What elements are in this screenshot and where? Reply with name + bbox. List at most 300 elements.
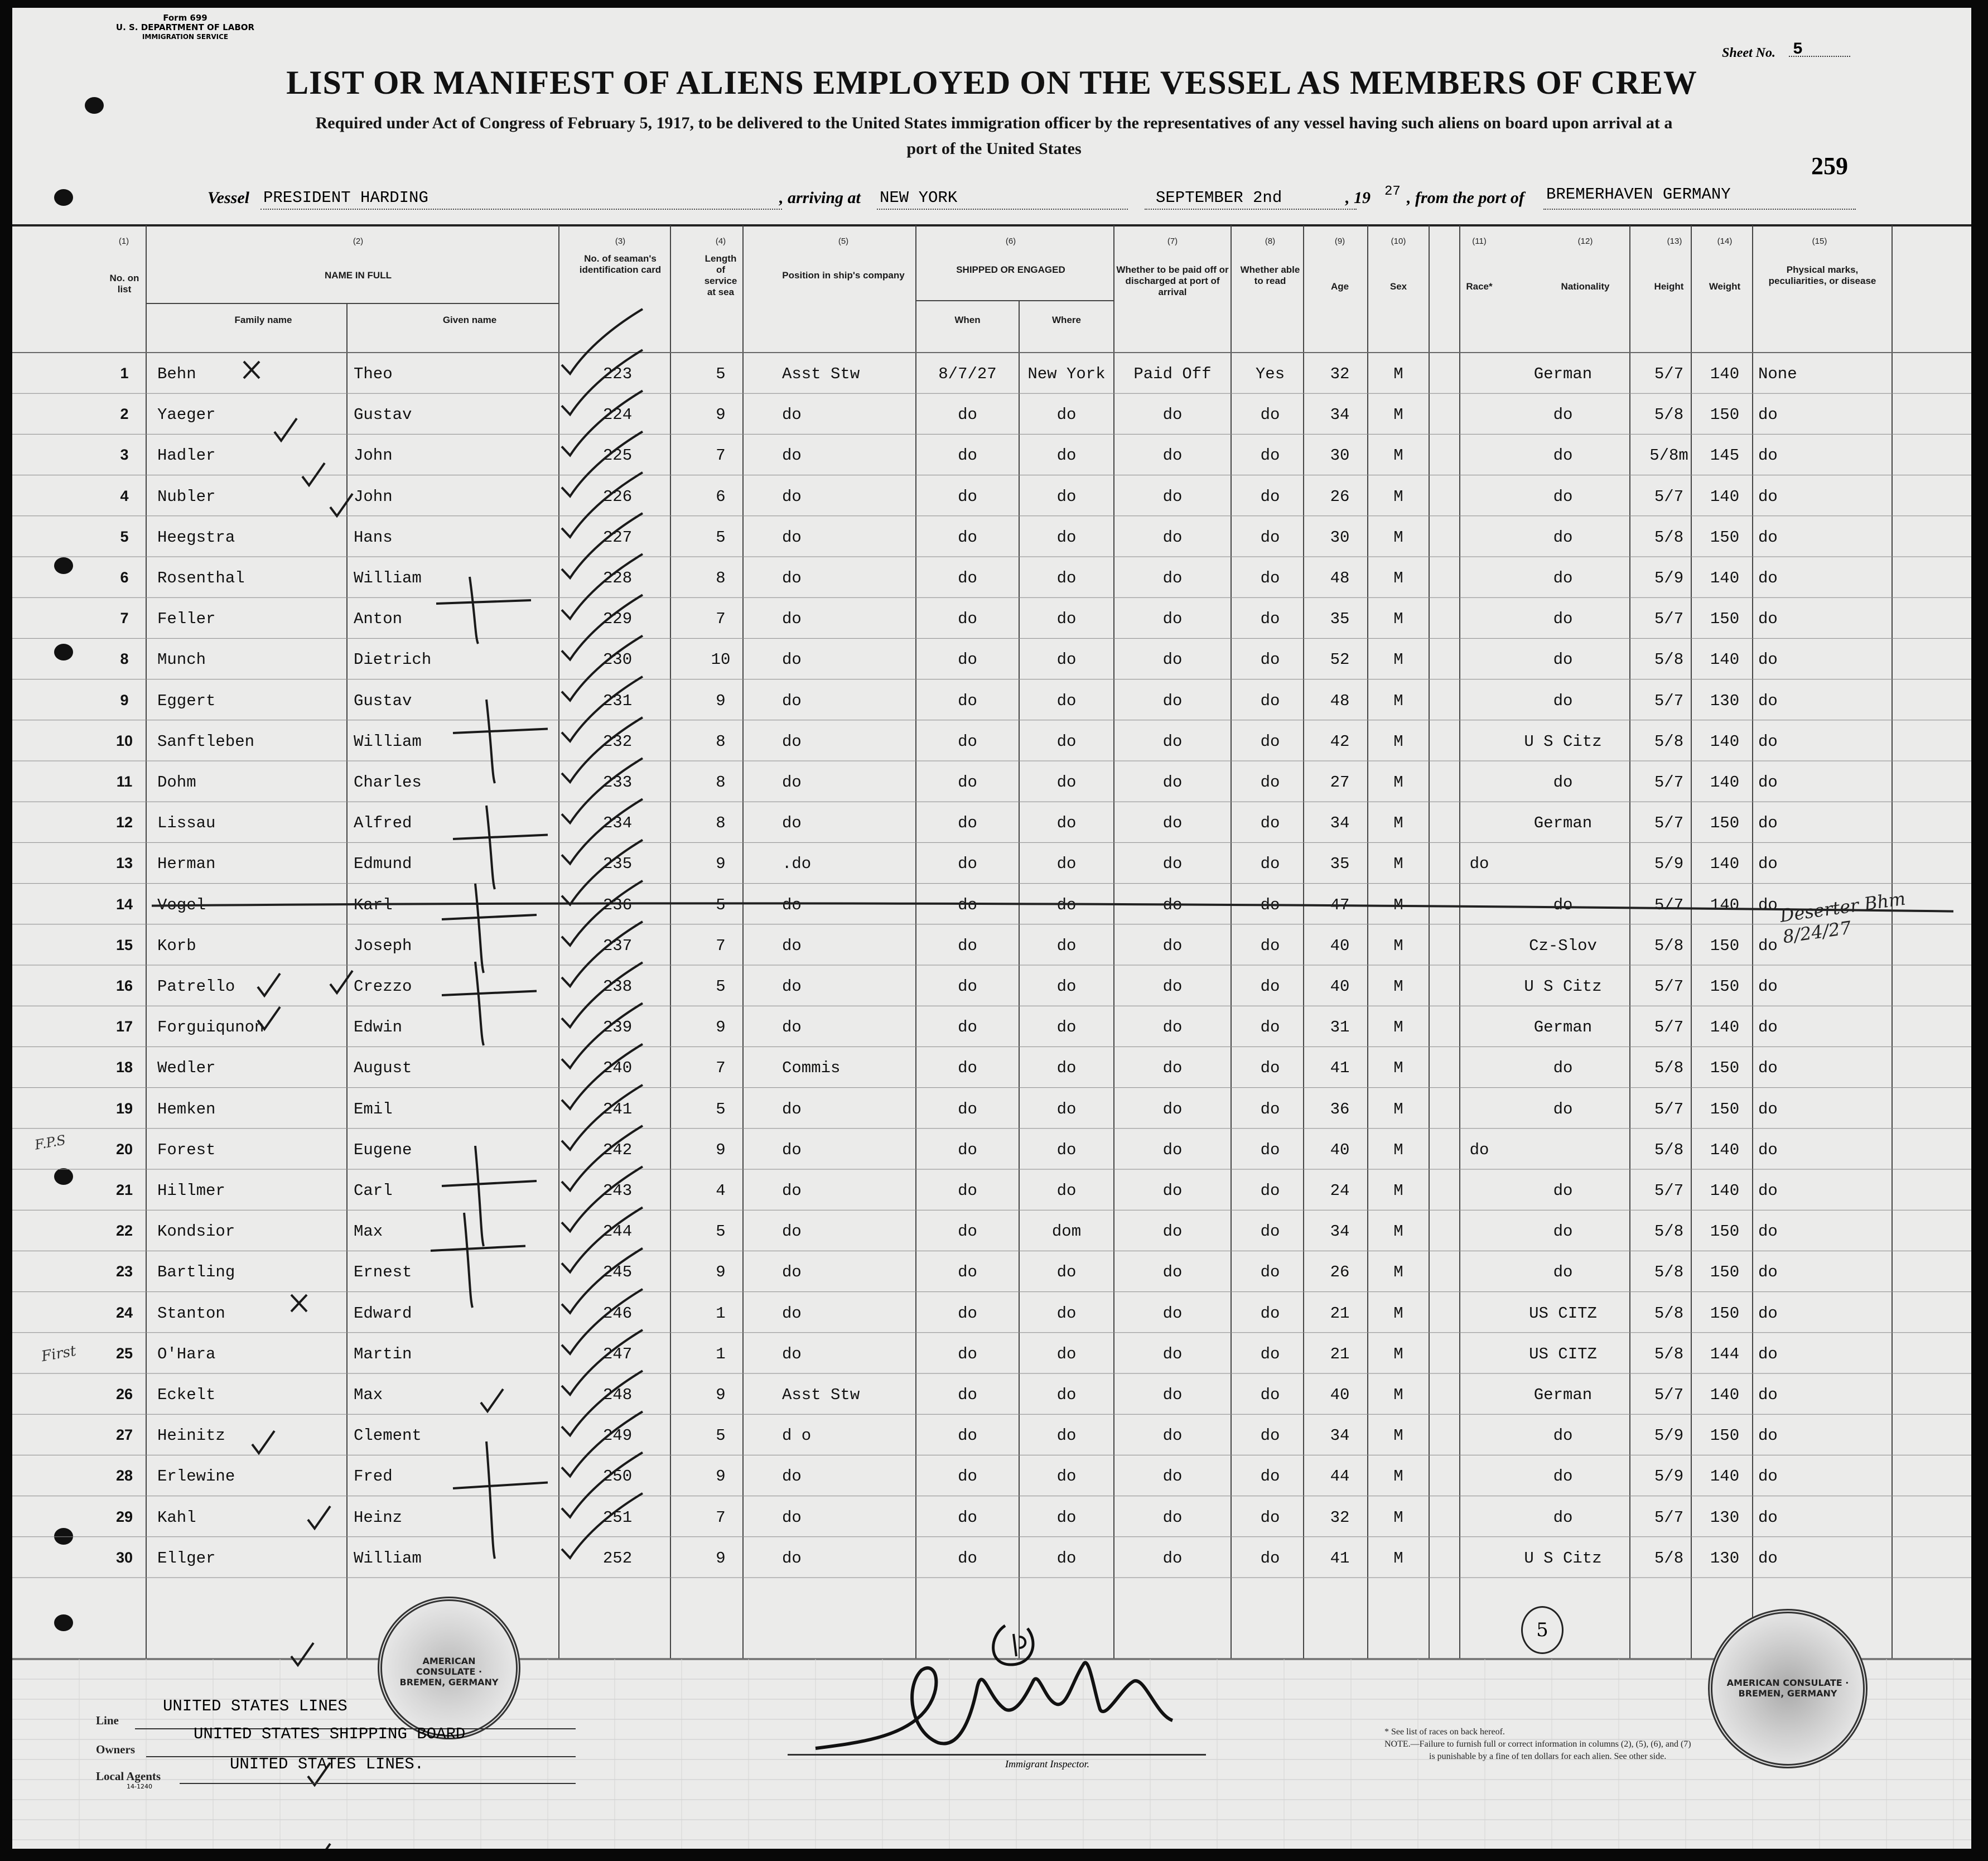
tick-mark: [308, 1506, 330, 1529]
cell-sex: M: [1393, 1344, 1403, 1363]
cell-given: Edmund: [354, 855, 412, 874]
cell-given: Anton: [354, 610, 403, 629]
cell-when: do: [958, 528, 977, 547]
cell-race: do: [1469, 855, 1489, 874]
check-mark: [562, 881, 643, 946]
cell-len: 9: [716, 1549, 726, 1568]
cell-nat: do: [1553, 895, 1573, 914]
cell-where: do: [1056, 1508, 1077, 1527]
cell-card: 244: [602, 1222, 633, 1241]
cell-no: 1: [120, 365, 129, 382]
cell-sex: M: [1393, 1549, 1403, 1568]
col-num-11: (11): [1472, 237, 1487, 246]
cell-when: do: [958, 691, 977, 710]
cell-read: do: [1260, 1467, 1280, 1486]
arrival-date: SEPTEMBER 2nd: [1156, 189, 1282, 207]
cell-marks: do: [1758, 895, 1778, 914]
cell-where: do: [1056, 487, 1077, 506]
cell-len: 5: [716, 977, 726, 996]
x-mark: [244, 361, 259, 378]
check-mark: [562, 1453, 643, 1517]
cell-wt: 144: [1710, 1344, 1740, 1363]
cell-paid: do: [1162, 446, 1183, 465]
cell-given: Carl: [354, 1182, 393, 1200]
cell-sex: M: [1393, 691, 1403, 710]
cell-given: Charles: [354, 773, 422, 792]
cell-ht: 5/8: [1654, 406, 1684, 425]
cell-pos: do: [782, 1467, 802, 1486]
cell-age: 40: [1330, 936, 1350, 955]
cell-paid: do: [1162, 1467, 1183, 1486]
cell-where: do: [1056, 1386, 1077, 1404]
cell-pos: Asst Stw: [782, 365, 860, 383]
cell-pos: do: [782, 650, 802, 669]
cell-when: do: [958, 1059, 977, 1078]
cell-when: do: [958, 895, 977, 914]
cell-when: 8/7/27: [938, 365, 997, 383]
col-num-2: (2): [353, 237, 364, 246]
cell-age: 34: [1330, 814, 1350, 833]
cell-pos: do: [782, 610, 802, 629]
cell-card: 238: [602, 977, 633, 996]
cell-ht: 5/8: [1654, 936, 1684, 955]
cell-read: do: [1260, 691, 1280, 710]
cell-no: 9: [120, 691, 129, 708]
cell-wt: 140: [1710, 1182, 1740, 1200]
footer-block: [96, 1693, 598, 1790]
cell-ht: 5/7: [1654, 1182, 1684, 1200]
cell-where: dom: [1051, 1222, 1082, 1241]
cell-wt: 150: [1710, 406, 1740, 425]
cell-paid: do: [1162, 406, 1183, 425]
cell-read: do: [1260, 814, 1280, 833]
check-mark: [562, 1085, 643, 1150]
cell-sex: M: [1393, 1100, 1403, 1118]
cell-family: Rosenthal: [157, 569, 245, 587]
cell-ht: 5/9: [1654, 569, 1684, 587]
cell-paid: do: [1162, 977, 1183, 996]
col-header-height: Height: [1654, 281, 1684, 292]
cell-len: 9: [716, 855, 726, 874]
cell-len: 7: [716, 936, 726, 955]
cell-card: 237: [602, 936, 633, 955]
cell-ht: 5/8: [1654, 732, 1684, 751]
cell-pos: do: [782, 1263, 802, 1282]
cell-read: do: [1260, 1508, 1280, 1527]
cell-age: 42: [1330, 732, 1350, 751]
cell-no: 27: [115, 1426, 133, 1444]
cell-marks: do: [1758, 855, 1778, 874]
cell-paid: do: [1162, 1100, 1183, 1118]
cell-age: 26: [1330, 487, 1350, 506]
cell-pos: do: [782, 1344, 802, 1363]
cell-nat: do: [1553, 1100, 1573, 1118]
check-mark: [562, 1289, 643, 1354]
cell-when: do: [958, 650, 977, 669]
cell-marks: do: [1758, 446, 1778, 465]
cell-pos: d o: [782, 1426, 812, 1445]
arriving-label: , arriving at: [779, 189, 861, 207]
cell-pos: do: [782, 1182, 802, 1200]
cell-wt: 130: [1710, 1508, 1740, 1527]
cell-age: 34: [1330, 406, 1350, 425]
cell-no: 3: [120, 446, 129, 464]
cell-wt: 140: [1710, 487, 1740, 506]
cell-when: do: [958, 814, 977, 833]
cell-given: Karl: [354, 895, 393, 914]
cell-nat: do: [1553, 406, 1573, 425]
cell-pos: do: [782, 1222, 802, 1241]
cell-pos: do: [782, 406, 802, 425]
cell-family: Herman: [157, 855, 216, 874]
check-mark: [562, 717, 643, 782]
cell-len: 9: [716, 1386, 726, 1404]
cell-sex: M: [1393, 1467, 1403, 1486]
cell-wt: 140: [1710, 569, 1740, 587]
cell-given: William: [354, 1549, 422, 1568]
cell-wt: 150: [1710, 610, 1740, 629]
cell-age: 52: [1330, 650, 1350, 669]
cell-family: Feller: [157, 610, 216, 629]
cell-given: John: [354, 487, 393, 506]
cell-family: Eckelt: [157, 1386, 216, 1404]
cell-ht: 5/8m: [1649, 446, 1688, 465]
cell-card: 248: [602, 1386, 633, 1404]
cell-where: do: [1056, 1304, 1077, 1323]
cell-len: 9: [716, 691, 726, 710]
cell-sex: M: [1393, 1140, 1403, 1159]
col-header-read: Whether able to read: [1240, 264, 1300, 286]
cell-age: 40: [1330, 1386, 1350, 1404]
check-mark: [562, 1003, 643, 1068]
cell-nat: German: [1533, 1018, 1593, 1037]
cell-when: do: [958, 1263, 977, 1282]
handwritten-marks: [12, 8, 1971, 1849]
cell-len: 7: [716, 1059, 726, 1078]
cell-paid: do: [1162, 1182, 1183, 1200]
cell-where: do: [1056, 1344, 1077, 1363]
cell-where: do: [1056, 1059, 1077, 1078]
cell-age: 41: [1330, 1059, 1350, 1078]
cell-sex: M: [1393, 569, 1403, 587]
cell-no: 11: [116, 773, 133, 790]
cell-marks: do: [1758, 1182, 1778, 1200]
cell-paid: do: [1162, 1508, 1183, 1527]
cell-card: 247: [602, 1344, 633, 1363]
cell-read: do: [1260, 1386, 1280, 1404]
cell-no: 16: [115, 977, 133, 994]
cell-marks: None: [1758, 365, 1797, 383]
cell-when: do: [958, 1467, 977, 1486]
cell-pos: do: [782, 528, 802, 547]
cell-read: do: [1260, 1059, 1280, 1078]
col-header-paid: Whether to be paid off or discharged at port of arrival: [1116, 264, 1229, 297]
inspector-signature: [793, 1603, 1212, 1771]
cell-given: Crezzo: [354, 977, 412, 996]
margin-fps-note: F.P.S: [33, 1132, 67, 1153]
cell-marks: do: [1758, 1059, 1778, 1078]
cell-where: do: [1056, 1140, 1077, 1159]
note-races: * See list of races on back hereof.: [1384, 1727, 1505, 1737]
cell-family: Dohm: [157, 773, 196, 792]
cell-read: do: [1260, 1140, 1280, 1159]
cell-family: Munch: [157, 650, 206, 669]
cell-when: do: [958, 446, 977, 465]
cell-pos: do: [782, 446, 802, 465]
cell-age: 41: [1330, 1549, 1350, 1568]
check-mark: [562, 962, 643, 1027]
cell-no: 18: [115, 1059, 133, 1076]
cell-when: do: [958, 1344, 977, 1363]
page-number: 259: [1811, 152, 1848, 180]
cell-age: 35: [1330, 610, 1350, 629]
cell-pos: do: [782, 1508, 802, 1527]
from-label: , from the port of: [1407, 189, 1524, 207]
cell-where: New York: [1027, 365, 1106, 383]
cell-given: Edward: [354, 1304, 412, 1323]
col-header-weight: Weight: [1709, 281, 1741, 292]
cell-pos: Commis: [782, 1059, 841, 1078]
cell-card: 243: [602, 1182, 633, 1200]
cell-nat: do: [1553, 610, 1573, 629]
cell-marks: do: [1758, 1018, 1778, 1037]
col-header-no: No. on list: [109, 273, 139, 295]
cell-where: do: [1056, 650, 1077, 669]
col-num-6: (6): [1005, 237, 1016, 246]
cell-given: Dietrich: [354, 650, 432, 669]
cell-marks: do: [1758, 977, 1778, 996]
cell-where: do: [1056, 569, 1077, 587]
cell-read: do: [1260, 855, 1280, 874]
cell-read: do: [1260, 650, 1280, 669]
handwritten-tally: [436, 577, 531, 644]
cell-when: do: [958, 1100, 977, 1118]
check-mark: [562, 1126, 643, 1190]
cell-nat: do: [1553, 1182, 1573, 1200]
cell-sex: M: [1393, 977, 1403, 996]
check-mark: [562, 1371, 643, 1435]
cell-ht: 5/9: [1654, 855, 1684, 874]
cell-read: do: [1260, 1263, 1280, 1282]
cell-when: do: [958, 487, 977, 506]
cell-age: 30: [1330, 446, 1350, 465]
cell-age: 32: [1330, 1508, 1350, 1527]
cell-pos: do: [782, 814, 802, 833]
cell-sex: M: [1393, 1018, 1403, 1037]
cell-nat: do: [1553, 446, 1573, 465]
cell-family: Patrello: [157, 977, 235, 996]
cell-given: Max: [354, 1386, 383, 1404]
check-mark: [562, 922, 643, 986]
cell-sex: M: [1393, 936, 1403, 955]
cell-no: 13: [115, 855, 133, 872]
tick-mark: [302, 463, 325, 485]
cell-wt: 130: [1710, 691, 1740, 710]
cell-ht: 5/7: [1654, 1100, 1684, 1118]
row14-deserter-note: Deserter Bhm 8/24/27: [1778, 888, 1907, 948]
cell-read: do: [1260, 1100, 1280, 1118]
cell-paid: do: [1162, 691, 1183, 710]
check-mark: [562, 1493, 643, 1558]
cell-marks: do: [1758, 1386, 1778, 1404]
cell-len: 9: [716, 1018, 726, 1037]
cell-when: do: [958, 569, 977, 587]
year-prefix: , 19: [1345, 189, 1371, 207]
cell-nat: do: [1553, 487, 1573, 506]
cell-given: Emil: [354, 1100, 393, 1118]
cell-paid: do: [1162, 814, 1183, 833]
cell-len: 8: [716, 732, 726, 751]
cell-sex: M: [1393, 610, 1403, 629]
cell-no: 2: [120, 406, 129, 423]
department: U. S. DEPARTMENT OF LABOR: [115, 22, 255, 32]
cell-nat: Cz-Slov: [1529, 936, 1597, 955]
cell-ht: 5/8: [1654, 1304, 1684, 1323]
cell-ht: 5/8: [1654, 1059, 1684, 1078]
cell-read: do: [1260, 610, 1280, 629]
cell-read: do: [1260, 936, 1280, 955]
cell-where: do: [1056, 936, 1077, 955]
cell-where: do: [1056, 446, 1077, 465]
cell-given: Gustav: [354, 406, 412, 425]
cell-wt: 150: [1710, 528, 1740, 547]
handwritten-tally: [431, 1213, 525, 1308]
col-header-position: Position in ship's company: [782, 270, 905, 281]
cell-read: Yes: [1255, 365, 1285, 383]
cell-ht: 5/8: [1654, 1344, 1684, 1363]
cell-no: 4: [120, 487, 129, 504]
col-header-age: Age: [1330, 281, 1349, 292]
cell-family: Bartling: [157, 1263, 235, 1282]
cell-read: do: [1260, 487, 1280, 506]
cell-sex: M: [1393, 732, 1403, 751]
cell-card: 227: [602, 528, 633, 547]
cell-family: Hillmer: [157, 1182, 225, 1200]
handwritten-tally: [453, 806, 548, 889]
cell-len: 4: [716, 1182, 726, 1200]
cell-wt: 150: [1710, 814, 1740, 833]
cell-given: William: [354, 732, 422, 751]
cell-len: 5: [716, 1100, 726, 1118]
check-mark: [562, 1411, 643, 1476]
cell-wt: 150: [1710, 1059, 1740, 1078]
cell-paid: do: [1162, 487, 1183, 506]
handwritten-tally: [453, 700, 548, 783]
cell-pos: do: [782, 569, 802, 587]
handwritten-tally: [442, 962, 537, 1045]
cell-read: do: [1260, 1182, 1280, 1200]
cell-nat: German: [1533, 365, 1593, 383]
cell-given: John: [354, 446, 393, 465]
cell-paid: do: [1162, 1426, 1183, 1445]
cell-marks: do: [1758, 406, 1778, 425]
cell-when: do: [958, 977, 977, 996]
cell-no: 29: [115, 1508, 133, 1525]
cell-when: do: [958, 610, 977, 629]
cell-wt: 150: [1710, 1222, 1740, 1241]
cell-age: 48: [1330, 569, 1350, 587]
tick-mark: [252, 1431, 274, 1453]
cell-wt: 150: [1710, 977, 1740, 996]
cell-paid: do: [1162, 528, 1183, 547]
cell-no: 5: [120, 528, 129, 545]
cell-read: do: [1260, 732, 1280, 751]
cell-family: Korb: [157, 936, 196, 955]
check-mark: [562, 595, 643, 659]
inspector-line: [788, 1754, 1206, 1756]
check-mark: [562, 1207, 643, 1272]
cell-age: 27: [1330, 773, 1350, 792]
cell-when: do: [958, 773, 977, 792]
check-mark: [562, 1044, 643, 1109]
cell-len: 5: [716, 365, 726, 383]
tick-mark: [481, 1389, 503, 1411]
sheet-number: 5: [1793, 40, 1803, 59]
cell-nat: do: [1553, 1426, 1573, 1445]
agents-value: UNITED STATES LINES.: [230, 1755, 424, 1773]
cell-paid: do: [1162, 1140, 1183, 1159]
cell-sex: M: [1393, 773, 1403, 792]
cell-len: 1: [716, 1304, 726, 1323]
cell-when: do: [958, 406, 977, 425]
cell-paid: do: [1162, 610, 1183, 629]
cell-given: Edwin: [354, 1018, 403, 1037]
cell-ht: 5/8: [1654, 650, 1684, 669]
cell-where: do: [1056, 732, 1077, 751]
cell-family: Hadler: [157, 446, 216, 465]
cell-marks: do: [1758, 1426, 1778, 1445]
cell-age: 36: [1330, 1100, 1350, 1118]
col-num-10: (10): [1391, 237, 1406, 246]
cell-age: 44: [1330, 1467, 1350, 1486]
cell-wt: 130: [1710, 1549, 1740, 1568]
cell-where: do: [1056, 1018, 1077, 1037]
cell-pos: do: [782, 732, 802, 751]
check-mark: [562, 677, 643, 741]
col-header-family: Family name: [234, 315, 292, 325]
subtitle-line1: Required under Act of Congress of February 5, 1917, to be delivered to the United States immigration officer by the representatives of any vessel having such aliens on board upon arrival at a: [315, 114, 1673, 132]
cell-read: do: [1260, 446, 1280, 465]
cell-sex: M: [1393, 1263, 1403, 1282]
cell-card: 232: [602, 732, 633, 751]
cell-len: 9: [716, 1467, 726, 1486]
cell-len: 7: [716, 1508, 726, 1527]
cell-wt: 140: [1710, 365, 1740, 383]
cell-marks: do: [1758, 773, 1778, 792]
cell-nat: do: [1553, 691, 1573, 710]
cell-family: Kahl: [157, 1508, 196, 1527]
cell-read: do: [1260, 569, 1280, 587]
cell-age: 40: [1330, 1140, 1350, 1159]
cell-pos: do: [782, 895, 802, 914]
cell-read: do: [1260, 977, 1280, 996]
col-header-sex: Sex: [1389, 281, 1407, 292]
cell-nat: German: [1533, 1386, 1593, 1404]
cell-nat: do: [1553, 650, 1573, 669]
cell-family: Forguiqunon: [157, 1018, 264, 1037]
tick-mark: [291, 1643, 313, 1665]
cell-given: Clement: [354, 1426, 422, 1445]
cell-age: 35: [1330, 855, 1350, 874]
cell-family: Yaeger: [157, 406, 216, 425]
cell-age: 26: [1330, 1263, 1350, 1282]
cell-family: Kondsior: [157, 1222, 235, 1241]
cell-ht: 5/7: [1654, 977, 1684, 996]
cell-family: Lissau: [157, 814, 216, 833]
col-num-7: (7): [1167, 237, 1178, 246]
cell-ht: 5/7: [1654, 610, 1684, 629]
subtitle-line2: port of the United States: [906, 139, 1082, 158]
